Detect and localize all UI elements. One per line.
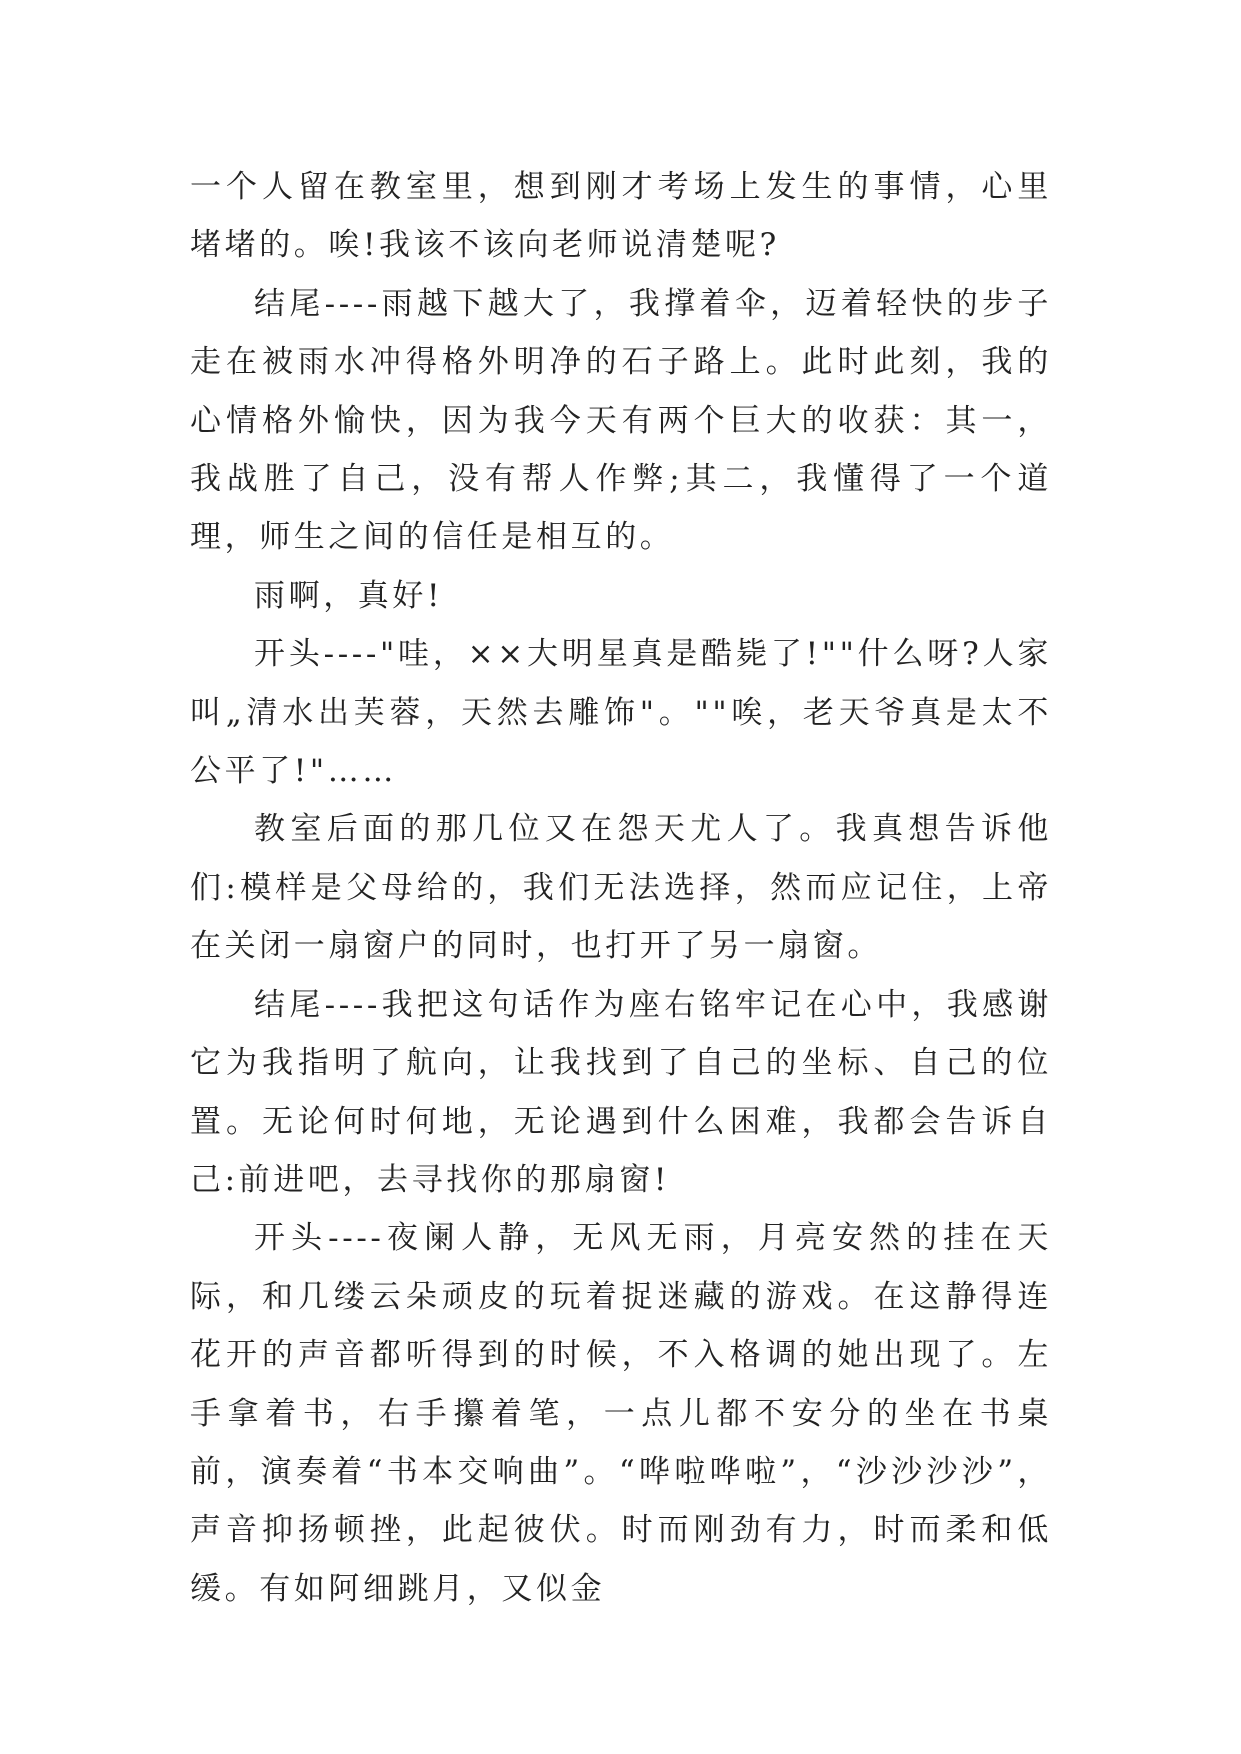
paragraph-ending-rain: 结尾----雨越下越大了，我撑着伞，迈着轻快的步子走在被雨水冲得格外明净的石子路上。此时此刻，我的心情格外愉快，因为我今天有两个巨大的收获：其一，我战胜了自己，没有帮人作弊;其二，我懂得了一个道理，师生之间的信任是相互的。 bbox=[190, 285, 1052, 556]
paragraph-opening-star: 开头----"哇，××大明星真是酷毙了!""什么呀?人家叫„清水出芙蓉，天然去雕饰"。""唉，老天爷真是太不公平了!"…… bbox=[190, 636, 1052, 790]
paragraph-rain-exclaim: 雨啊，真好! bbox=[254, 577, 444, 614]
paragraph-ending-motto: 结尾----我把这句话作为座右铭牢记在心中，我感谢它为我指明了航向，让我找到了自己的坐标、自己的位置。无论何时何地，无论遇到什么困难，我都会告诉自己:前进吧，去寻找你的那扇窗! bbox=[190, 986, 1052, 1198]
paragraph-opening-night: 开头----夜阑人静，无风无雨，月亮安然的挂在天际，和几缕云朵顽皮的玩着捉迷藏的游戏。在这静得连花开的声音都听得到的时候，不入格调的她出现了。左手拿着书，右手攥着笔，一点儿都不安分的坐在书桌前，演奏着“书本交响曲”。“哗啦哗啦”，“沙沙沙沙”，声音抑扬顿挫，此起彼伏。时而刚劲有力，时而柔和低缓。有如阿细跳月，又似金 bbox=[190, 1220, 1052, 1607]
paragraph-continuation: 一个人留在教室里，想到刚才考场上发生的事情，心里堵堵的。唉!我该不该向老师说清楚呢? bbox=[190, 169, 1052, 264]
paragraph-classroom-window: 教室后面的那几位又在怨天尤人了。我真想告诉他们:模样是父母给的，我们无法选择，然而应记住，上帝在关闭一扇窗户的同时，也打开了另一扇窗。 bbox=[190, 811, 1052, 965]
document-body bbox=[190, 158, 1052, 1618]
